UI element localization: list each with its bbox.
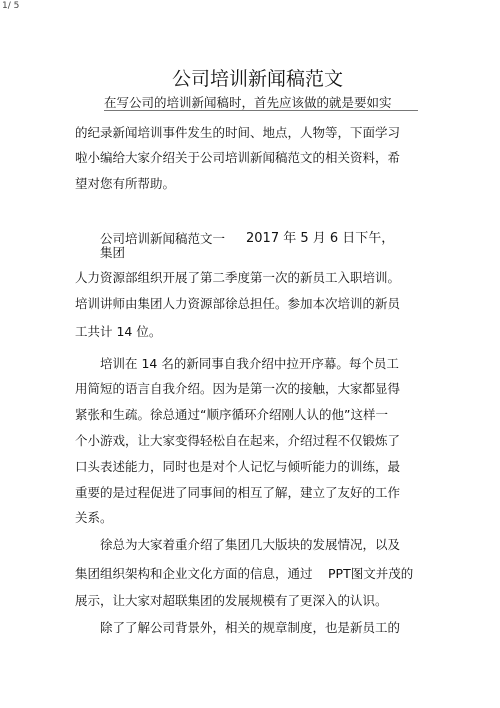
body-line: 除了了解公司背景外，相关的规章制度，也是新员工的 [100, 620, 401, 635]
body-line: 关系。 [75, 510, 113, 525]
intro-line: 望对您有所帮助。 [75, 176, 176, 191]
body-line: 重要的是过程促进了同事间的相互了解，建立了友好的工作 [75, 485, 401, 500]
body-line: 用简短的语言自我介绍。因为是第一次的接触，大家都显得 [75, 381, 401, 396]
body-line: 口头表述能力，同时也是对个人记忆与倾听能力的训练，最 [75, 459, 401, 474]
intro-line: 啦小编给大家介绍关于公司培训新闻稿范文的相关资料，希 [75, 150, 401, 165]
article-heading-line: 集团 [100, 245, 126, 260]
body-line: 培训讲师由集团人力资源部徐总担任。参加本次培训的新员 [75, 296, 401, 311]
body-line: 培训在 14 名的新同事自我介绍中拉开序幕。每个员工 [100, 356, 399, 371]
page-number: 1/ 5 [2, 1, 20, 11]
body-line: 工共计 14 位。 [75, 324, 162, 339]
body-line: 个小游戏，让大家变得轻松自在起来，介绍过程不仅锻炼了 [75, 433, 401, 448]
title-underline [104, 110, 418, 111]
body-line: 紧张和生疏。徐总通过“顺序循环介绍刚人认的他”这样一 [75, 407, 388, 422]
body-line: 集团组织架构和企业文化方面的信息，通过 [75, 566, 313, 581]
body-line: 徐总为大家着重介绍了集团几大版块的发展情况，以及 [100, 537, 401, 552]
intro-line: 在写公司的培训新闻稿时，首先应该做的就是要如实 [104, 95, 392, 110]
intro-line: 的纪录新闻培训事件发生的时间、地点，人物等，下面学习 [75, 125, 401, 140]
document-title: 公司培训新闻稿范文 [172, 68, 344, 90]
body-line: 人力资源部组织开展了第二季度第一次的新员工入职培训。 [75, 270, 401, 285]
article-date: 2017 年 5 月 6 日下午， [246, 231, 395, 246]
article-heading-line: 公司培训新闻稿范文一 [100, 231, 226, 246]
body-line: PPT图文并茂的 [328, 566, 414, 581]
body-line: 展示，让大家对超联集团的发展规模有了更深入的认识。 [75, 593, 388, 608]
